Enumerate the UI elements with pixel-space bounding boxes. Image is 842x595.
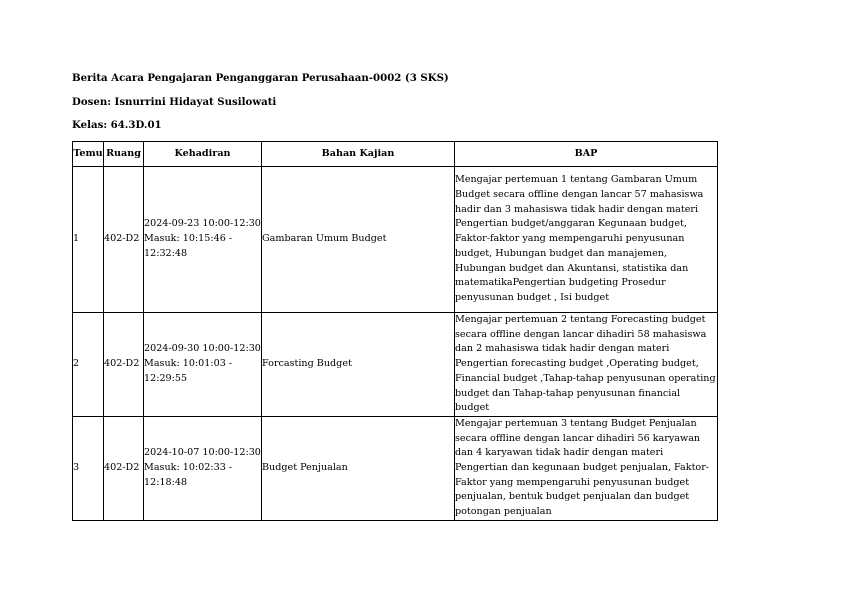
cell-bahan-kajian: Gambaran Umum Budget [262, 167, 455, 313]
column-header-bap: BAP [455, 142, 718, 167]
cell-ruang: 402-D2 [104, 313, 144, 417]
column-header-kehadiran: Kehadiran [144, 142, 262, 167]
cell-ruang: 402-D2 [104, 416, 144, 520]
cell-kehadiran [144, 313, 262, 417]
cell-bap: Mengajar pertemuan 3 tentang Budget Penjualan secara offline dengan lancar dihadiri 56 karyawan dan 4 karyawan tidak hadir dengan materi Pengertian dan kegunaan budget penjualan, Faktor-Faktor yang mempengaruhi penyusunan budget penjualan, bentuk budget penjualan dan budget potongan penjualan [455, 416, 718, 520]
cell-kehadiran [144, 167, 262, 313]
column-header-bahan-kajian: Bahan Kajian [262, 142, 455, 167]
kehadiran-schedule: 2024-09-30 10:00-12:30 [144, 343, 261, 355]
cell-temu: 1 [73, 167, 104, 313]
cell-temu: 3 [73, 416, 104, 520]
lecturer-name: Dosen: Isnurrini Hidayat Susilowati [72, 96, 277, 108]
cell-ruang: 402-D2 [104, 167, 144, 313]
cell-kehadiran [144, 416, 262, 520]
cell-bahan-kajian: Forcasting Budget [262, 313, 455, 417]
kehadiran-schedule: 2024-10-07 10:00-12:30 [144, 447, 261, 459]
cell-bap: Mengajar pertemuan 2 tentang Forecasting budget secara offline dengan lancar dihadiri 58 mahasiswa dan 2 mahasiswa tidak hadir dengan materi Pengertian forecasting budget ,Operating budget, Financial budget ,Tahap-tahap penyusunan operating budget dan Tahap-tahap penyusunan financial budget [455, 313, 718, 417]
table-row [73, 167, 718, 313]
cell-bahan-kajian: Budget Penjualan [262, 416, 455, 520]
kehadiran-checkin: Masuk: 10:02:33 - 12:18:48 [144, 462, 233, 488]
cell-bap: Mengajar pertemuan 1 tentang Gambaran Umum Budget secara offline dengan lancar 57 mahasiswa hadir dan 3 mahasiswa tidak hadir dengan materi Pengertian budget/anggaran Kegunaan budget, Faktor-faktor yang mempengaruhi penyusunan budget, Hubungan budget dan manajemen, Hubungan budget dan Akuntansi, statistika dan matematikaPengertian budgeting Prosedur penyusunan budget , Isi budget [455, 167, 718, 313]
teaching-report-table [72, 141, 718, 521]
document-title: Berita Acara Pengajaran Penganggaran Perusahaan-0002 (3 SKS) [72, 72, 449, 84]
table-row [73, 416, 718, 520]
kehadiran-schedule: 2024-09-23 10:00-12:30 [144, 218, 261, 230]
kehadiran-checkin: Masuk: 10:01:03 - 12:29:55 [144, 358, 233, 384]
class-code: Kelas: 64.3D.01 [72, 119, 162, 131]
column-header-ruang: Ruang [104, 142, 144, 167]
column-header-temu: Temu [73, 142, 104, 167]
table-header-row [73, 142, 718, 167]
kehadiran-checkin: Masuk: 10:15:46 - 12:32:48 [144, 233, 233, 259]
table-row [73, 313, 718, 417]
cell-temu: 2 [73, 313, 104, 417]
